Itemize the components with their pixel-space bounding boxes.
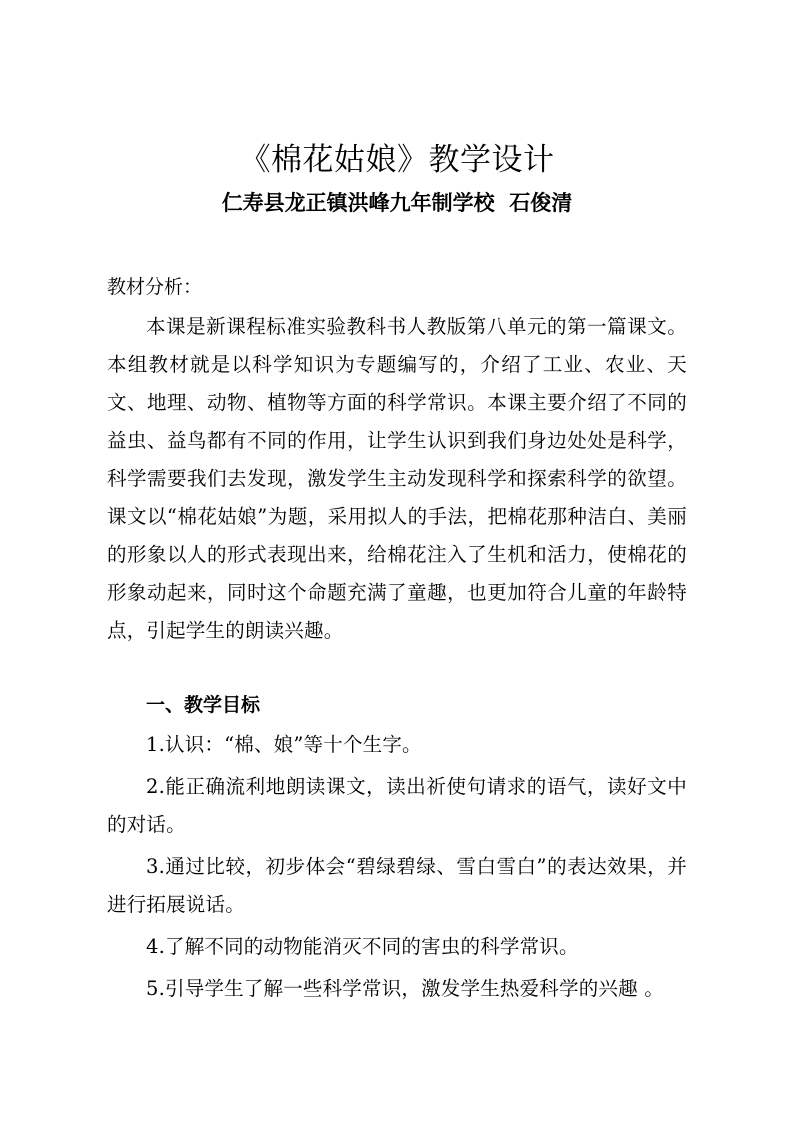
analysis-paragraph: 本课是新课程标准实验教科书人教版第八单元的第一篇课文。本组教材就是以科学知识为专题编写的，介绍了工业、农业、天文、地理、动物、植物等方面的科学常识。本课主要介绍了不同的益虫、益鸟都有不同的作用，让学生认识到我们身边处处是科学，科学需要我们去发现，激发学生主动发现科学和探索科学的欲望。课文以“棉花姑娘”为题，采用拟人的手法，把棉花那种洁白、美丽的形象以人的形式表现出来，给棉花注入了生机和活力，使棉花的形象动起来，同时这个命题充满了童趣，也更加符合儿童的年龄特点，引起学生的朗读兴趣。: [107, 315, 687, 642]
document-title: 《棉花姑娘》教学设计: [239, 142, 555, 178]
goal-item: 3.通过比较，初步体会“碧绿碧绿、雪白雪白”的表达效果，并进行拓展说话。: [107, 855, 687, 916]
heading-teaching-goals: 一、教学目标: [146, 694, 261, 716]
section-label-analysis: 教材分析：: [107, 276, 203, 298]
goal-item: 2.能正确流利地朗读课文，读出祈使句请求的语气，读好文中的对话。: [107, 775, 687, 836]
goal-item: 5.引导学生了解一些科学常识，激发学生热爱科学的兴趣 。: [146, 977, 664, 1000]
goal-item: 4.了解不同的动物能消灭不同的害虫的科学常识。: [146, 935, 579, 958]
document-author-line: 仁寿县龙正镇洪峰九年制学校 石俊清: [221, 191, 573, 215]
goal-item: 1.认识：“棉、娘”等十个生字。: [146, 733, 422, 756]
goals-list: [107, 726, 687, 1012]
